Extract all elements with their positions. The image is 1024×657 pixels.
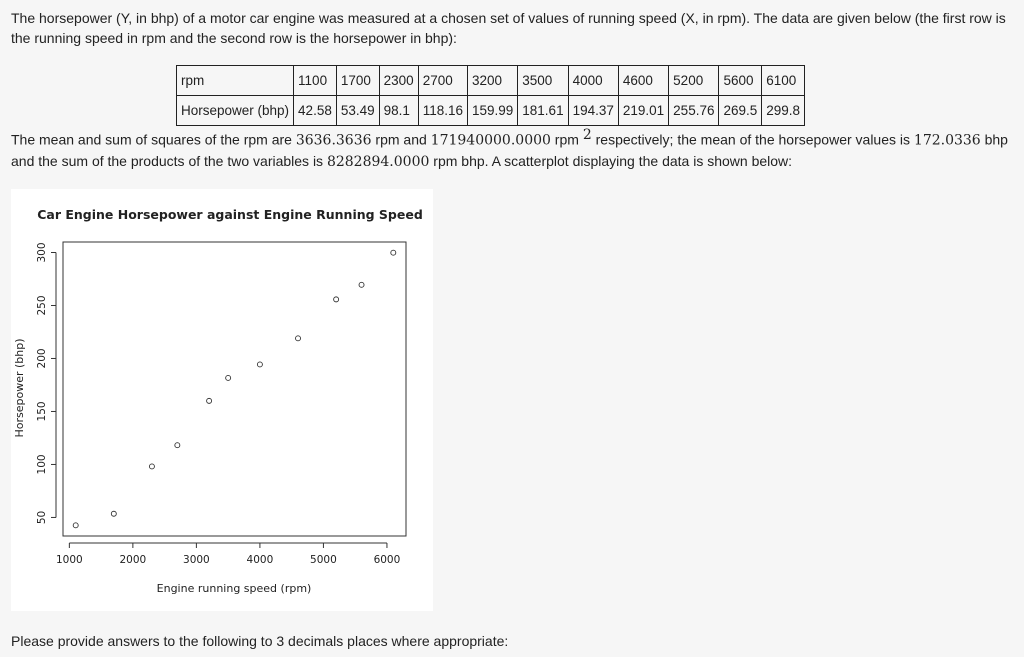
data-point <box>226 375 231 380</box>
table-cell: 118.16 <box>418 96 467 126</box>
summary-text: bhp and the sum of the products of the two variables is <box>11 131 1008 169</box>
data-point <box>111 511 116 516</box>
summary-text: The mean and sum of squares of the rpm are <box>11 131 296 148</box>
problem-intro: The horsepower (Y, in bhp) of a motor car engine was measured at a chosen set of values of running speed (X, in rpm). The data are given below (the first row is the running speed in rpm and the second row is the horsepower in bhp): <box>11 10 1006 46</box>
table-cell: 1100 <box>294 66 337 96</box>
data-table <box>176 65 805 126</box>
x-tick-label: 2000 <box>119 554 147 566</box>
table-cell: 219.01 <box>618 96 668 126</box>
data-point <box>359 282 364 287</box>
summary-text: rpm bhp. A scatterplot displaying the data is shown below: <box>429 152 793 169</box>
table-cell: 5600 <box>719 66 762 96</box>
table-cell: 98.1 <box>379 96 418 126</box>
table-cell: 5200 <box>669 66 719 96</box>
sum-products-value: 8282894.0000 <box>326 153 430 170</box>
y-tick-label: 150 <box>36 401 48 422</box>
rpm-row <box>177 66 805 96</box>
summary-text: rpm and <box>371 131 431 148</box>
x-tick-label: 5000 <box>310 554 337 566</box>
table-cell: 3500 <box>518 66 568 96</box>
x-tick-label: 6000 <box>373 554 401 566</box>
summary-statistics <box>11 125 1019 172</box>
x-tick-label: 4000 <box>246 554 274 566</box>
table-cell: 4000 <box>568 66 618 96</box>
data-point <box>391 250 396 255</box>
table-cell: 159.99 <box>467 96 517 126</box>
data-point <box>207 398 212 403</box>
x-tick-label: 3000 <box>183 554 210 566</box>
sum-squares-rpm-value: 171940000.0000 <box>430 132 551 149</box>
y-axis-label: Horsepower (bhp) <box>13 338 26 438</box>
data-point <box>296 336 301 341</box>
table-cell: 1700 <box>336 66 379 96</box>
data-point <box>149 464 154 469</box>
table-cell: 2300 <box>379 66 418 96</box>
horsepower-row <box>177 96 805 126</box>
table-cell: 6100 <box>762 66 805 96</box>
y-tick-label: 250 <box>36 295 48 316</box>
summary-text: respectively; the mean of the horsepower values is <box>591 131 914 148</box>
data-point <box>175 443 180 448</box>
answer-instructions: Please provide answers to the following to 3 decimals places where appropriate: <box>11 633 509 649</box>
scatterplot <box>11 189 433 611</box>
mean-horsepower-value: 172.0336 <box>913 132 981 149</box>
y-tick-label: 300 <box>36 242 48 263</box>
table-cell: 4600 <box>618 66 668 96</box>
x-axis-label: Engine running speed (rpm) <box>156 582 312 595</box>
summary-text: rpm <box>550 131 583 148</box>
chart-title: Car Engine Horsepower against Engine Running Speed <box>37 207 423 222</box>
table-cell: 269.5 <box>719 96 762 126</box>
table-cell: 181.61 <box>518 96 568 126</box>
plot-frame <box>63 242 406 536</box>
y-tick-label: 50 <box>36 510 48 525</box>
table-cell: 299.8 <box>762 96 805 126</box>
y-tick-label: 200 <box>36 348 48 369</box>
table-cell: 3200 <box>467 66 517 96</box>
data-point <box>334 297 339 302</box>
table-cell: 53.49 <box>336 96 379 126</box>
scatterplot-panel <box>11 189 433 611</box>
row-label-rpm: rpm <box>177 66 294 96</box>
data-points <box>73 250 396 528</box>
mean-rpm-value: 3636.3636 <box>295 132 372 149</box>
axes <box>36 242 400 566</box>
table-cell: 194.37 <box>568 96 618 126</box>
y-tick-label: 100 <box>36 454 48 475</box>
row-label-horsepower: Horsepower (bhp) <box>177 96 294 126</box>
data-point <box>257 362 262 367</box>
table-cell: 255.76 <box>669 96 719 126</box>
table-cell: 42.58 <box>294 96 337 126</box>
squared-exponent: 2 <box>582 127 592 143</box>
table-cell: 2700 <box>418 66 467 96</box>
x-tick-label: 1000 <box>55 554 83 566</box>
data-point <box>73 523 78 528</box>
